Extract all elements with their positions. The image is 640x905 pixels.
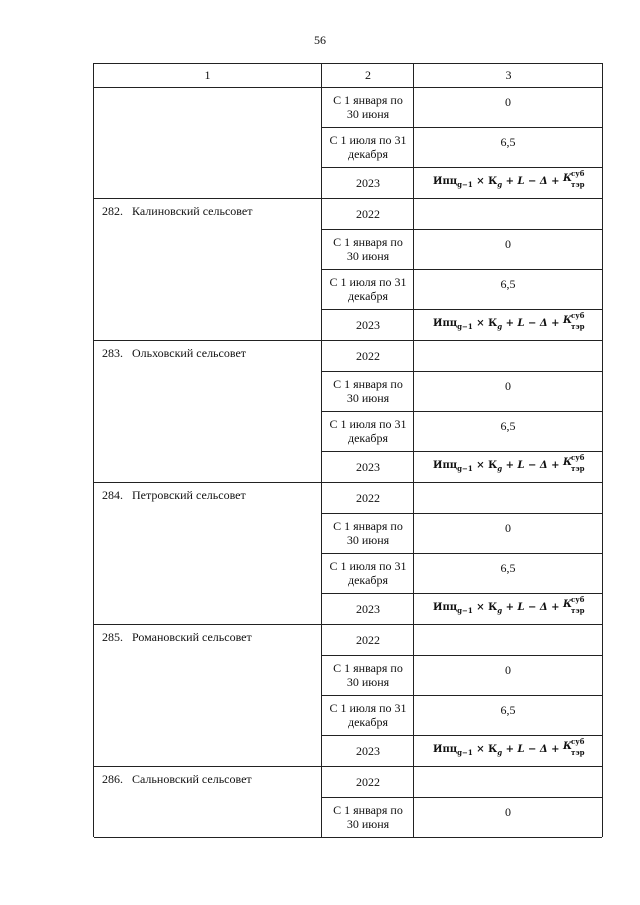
value-cell	[413, 87, 602, 127]
period-text: 2023	[356, 459, 380, 474]
formula-kfinal-subscript: тэр	[571, 463, 585, 473]
period-cell	[321, 766, 414, 797]
value-text: 0	[505, 237, 511, 251]
formula-times: ×	[476, 175, 485, 187]
period-text: С 1 июля по 31 декабря	[329, 417, 407, 445]
period-text: 2023	[356, 317, 380, 332]
period-cell	[321, 411, 414, 451]
period-text: 2022	[356, 206, 380, 221]
period-cell	[321, 593, 414, 624]
tariff-formula	[433, 310, 585, 334]
period-text: С 1 июля по 31 декабря	[329, 133, 407, 161]
table-row	[94, 229, 602, 269]
period-cell	[321, 127, 414, 167]
period-cell	[321, 371, 414, 411]
formula-k: К	[488, 459, 498, 471]
formula-k-subscript: g	[497, 463, 503, 473]
header-cell	[94, 63, 321, 87]
formula-rest: + L − Δ +	[505, 743, 560, 755]
period-text: 2023	[356, 743, 380, 758]
period-text: 2022	[356, 348, 380, 363]
value-cell	[413, 451, 602, 482]
formula-k-subscript: g	[497, 605, 503, 615]
table-row	[94, 371, 602, 411]
formula-k-subsidy	[563, 736, 585, 757]
table-row	[94, 482, 602, 513]
formula-base-subscript: g−1	[457, 321, 473, 331]
formula-kfinal: К	[563, 314, 573, 326]
header-cell	[321, 63, 414, 87]
entity-label: Калиновский сельсовет	[132, 204, 253, 218]
value-text: 0	[505, 805, 511, 819]
formula-rest: + L − Δ +	[505, 175, 560, 187]
table-rule	[94, 837, 602, 838]
header-row	[94, 63, 602, 87]
table-row	[94, 624, 602, 655]
period-text: 2022	[356, 632, 380, 647]
formula-base-subscript: g−1	[457, 605, 473, 615]
value-cell	[413, 553, 602, 593]
formula-kfinal-subscript: тэр	[571, 321, 585, 331]
value-text: 6,5	[500, 135, 516, 149]
table-row	[94, 593, 602, 624]
formula-kfinal: К	[563, 740, 573, 752]
period-cell	[321, 624, 414, 655]
formula-kfinal-subscript: тэр	[571, 179, 585, 189]
value-cell	[413, 371, 602, 411]
period-cell	[321, 340, 414, 371]
formula-k-subscript: g	[497, 747, 503, 757]
formula-k: К	[488, 317, 498, 329]
value-cell	[413, 655, 602, 695]
period-cell	[321, 735, 414, 766]
formula-base: Ипц	[433, 743, 458, 755]
entity-number: 283.	[102, 346, 123, 360]
table-row	[94, 198, 602, 229]
formula-k: К	[488, 743, 498, 755]
formula-k-subsidy	[563, 594, 585, 615]
value-cell	[413, 127, 602, 167]
formula-rest: + L − Δ +	[505, 459, 560, 471]
formula-base-subscript: g−1	[457, 463, 473, 473]
value-cell	[413, 735, 602, 766]
period-cell	[321, 269, 414, 309]
formula-k-subscript: g	[497, 321, 503, 331]
header-label: 1	[204, 68, 211, 82]
value-cell	[413, 695, 602, 735]
header-cell	[413, 63, 603, 87]
entity-label: Петровский сельсовет	[132, 488, 246, 502]
period-text: С 1 июля по 31 декабря	[329, 701, 407, 729]
entity-label: Ольховский сельсовет	[132, 346, 247, 360]
period-text: С 1 января по 30 июня	[333, 661, 403, 689]
entity-number: 282.	[102, 204, 123, 218]
table-row	[94, 735, 602, 766]
period-cell	[321, 797, 414, 837]
formula-base-subscript: g−1	[457, 747, 473, 757]
value-cell	[413, 340, 602, 371]
period-text: С 1 июля по 31 декабря	[329, 275, 407, 303]
value-text: 0	[505, 663, 511, 677]
period-text: 2022	[356, 490, 380, 505]
value-text: 0	[505, 95, 511, 109]
formula-base: Ипц	[433, 317, 458, 329]
formula-kfinal-superscript: суб	[571, 168, 585, 178]
period-text: 2023	[356, 175, 380, 190]
table-row	[94, 451, 602, 482]
value-cell	[413, 593, 602, 624]
entity-label: Сальновский сельсовет	[132, 772, 252, 786]
table-row	[94, 340, 602, 371]
entity-number: 284.	[102, 488, 123, 502]
formula-times: ×	[476, 317, 485, 329]
tariff-formula	[433, 736, 585, 760]
value-cell	[413, 229, 602, 269]
tariff-formula	[433, 594, 585, 618]
period-cell	[321, 553, 414, 593]
tariff-formula	[433, 168, 585, 192]
value-cell	[413, 797, 602, 837]
table-row	[94, 553, 602, 593]
table-row	[94, 766, 602, 797]
formula-k-subsidy	[563, 310, 585, 331]
entity-number: 286.	[102, 772, 123, 786]
value-text: 6,5	[500, 703, 516, 717]
period-text: С 1 июля по 31 декабря	[329, 559, 407, 587]
period-cell	[321, 87, 414, 127]
formula-k-subsidy	[563, 452, 585, 473]
formula-base: Ипц	[433, 601, 458, 613]
entity-number: 285.	[102, 630, 123, 644]
period-cell	[321, 198, 414, 229]
value-cell	[413, 513, 602, 553]
value-text: 6,5	[500, 561, 516, 575]
value-text: 0	[505, 379, 511, 393]
value-text: 0	[505, 521, 511, 535]
value-cell	[413, 269, 602, 309]
value-cell	[413, 411, 602, 451]
formula-times: ×	[476, 601, 485, 613]
formula-kfinal: К	[563, 172, 573, 184]
period-cell	[321, 309, 414, 340]
formula-rest: + L − Δ +	[505, 317, 560, 329]
period-text: С 1 января по 30 июня	[333, 803, 403, 831]
tariff-table	[93, 63, 603, 837]
value-cell	[413, 167, 602, 198]
formula-k-subscript: g	[497, 179, 503, 189]
value-cell	[413, 766, 602, 797]
period-cell	[321, 482, 414, 513]
formula-kfinal-subscript: тэр	[571, 747, 585, 757]
entity-label: Романовский сельсовет	[132, 630, 252, 644]
formula-k: К	[488, 601, 498, 613]
formula-base-subscript: g−1	[457, 179, 473, 189]
table-row	[94, 513, 602, 553]
header-label: 2	[365, 68, 371, 82]
formula-kfinal-superscript: суб	[571, 594, 585, 604]
formula-kfinal: К	[563, 598, 573, 610]
formula-rest: + L − Δ +	[505, 601, 560, 613]
period-text: 2022	[356, 774, 380, 789]
period-cell	[321, 229, 414, 269]
formula-kfinal-subscript: тэр	[571, 605, 585, 615]
period-cell	[321, 695, 414, 735]
table-row	[94, 127, 602, 167]
formula-base: Ипц	[433, 459, 458, 471]
period-cell	[321, 655, 414, 695]
value-cell	[413, 309, 602, 340]
value-cell	[413, 198, 602, 229]
formula-base: Ипц	[433, 175, 458, 187]
value-text: 6,5	[500, 277, 516, 291]
table-row	[94, 797, 602, 837]
table-row	[94, 411, 602, 451]
table-row	[94, 655, 602, 695]
period-cell	[321, 167, 414, 198]
table-row	[94, 87, 602, 127]
table-row	[94, 695, 602, 735]
formula-kfinal-superscript: суб	[571, 736, 585, 746]
period-text: С 1 января по 30 июня	[333, 377, 403, 405]
formula-k: К	[488, 175, 498, 187]
value-cell	[413, 624, 602, 655]
period-cell	[321, 451, 414, 482]
period-text: С 1 января по 30 июня	[333, 519, 403, 547]
value-cell	[413, 482, 602, 513]
table-row	[94, 309, 602, 340]
period-cell	[321, 513, 414, 553]
table-row	[94, 167, 602, 198]
period-text: С 1 января по 30 июня	[333, 93, 403, 121]
formula-times: ×	[476, 459, 485, 471]
value-text: 6,5	[500, 419, 516, 433]
formula-k-subsidy	[563, 168, 585, 189]
formula-kfinal-superscript: суб	[571, 452, 585, 462]
page-number: 56	[314, 33, 326, 47]
period-text: 2023	[356, 601, 380, 616]
formula-times: ×	[476, 743, 485, 755]
formula-kfinal-superscript: суб	[571, 310, 585, 320]
formula-kfinal: К	[563, 456, 573, 468]
tariff-formula	[433, 452, 585, 476]
header-label: 3	[505, 68, 512, 82]
period-text: С 1 января по 30 июня	[333, 235, 403, 263]
table-row	[94, 269, 602, 309]
